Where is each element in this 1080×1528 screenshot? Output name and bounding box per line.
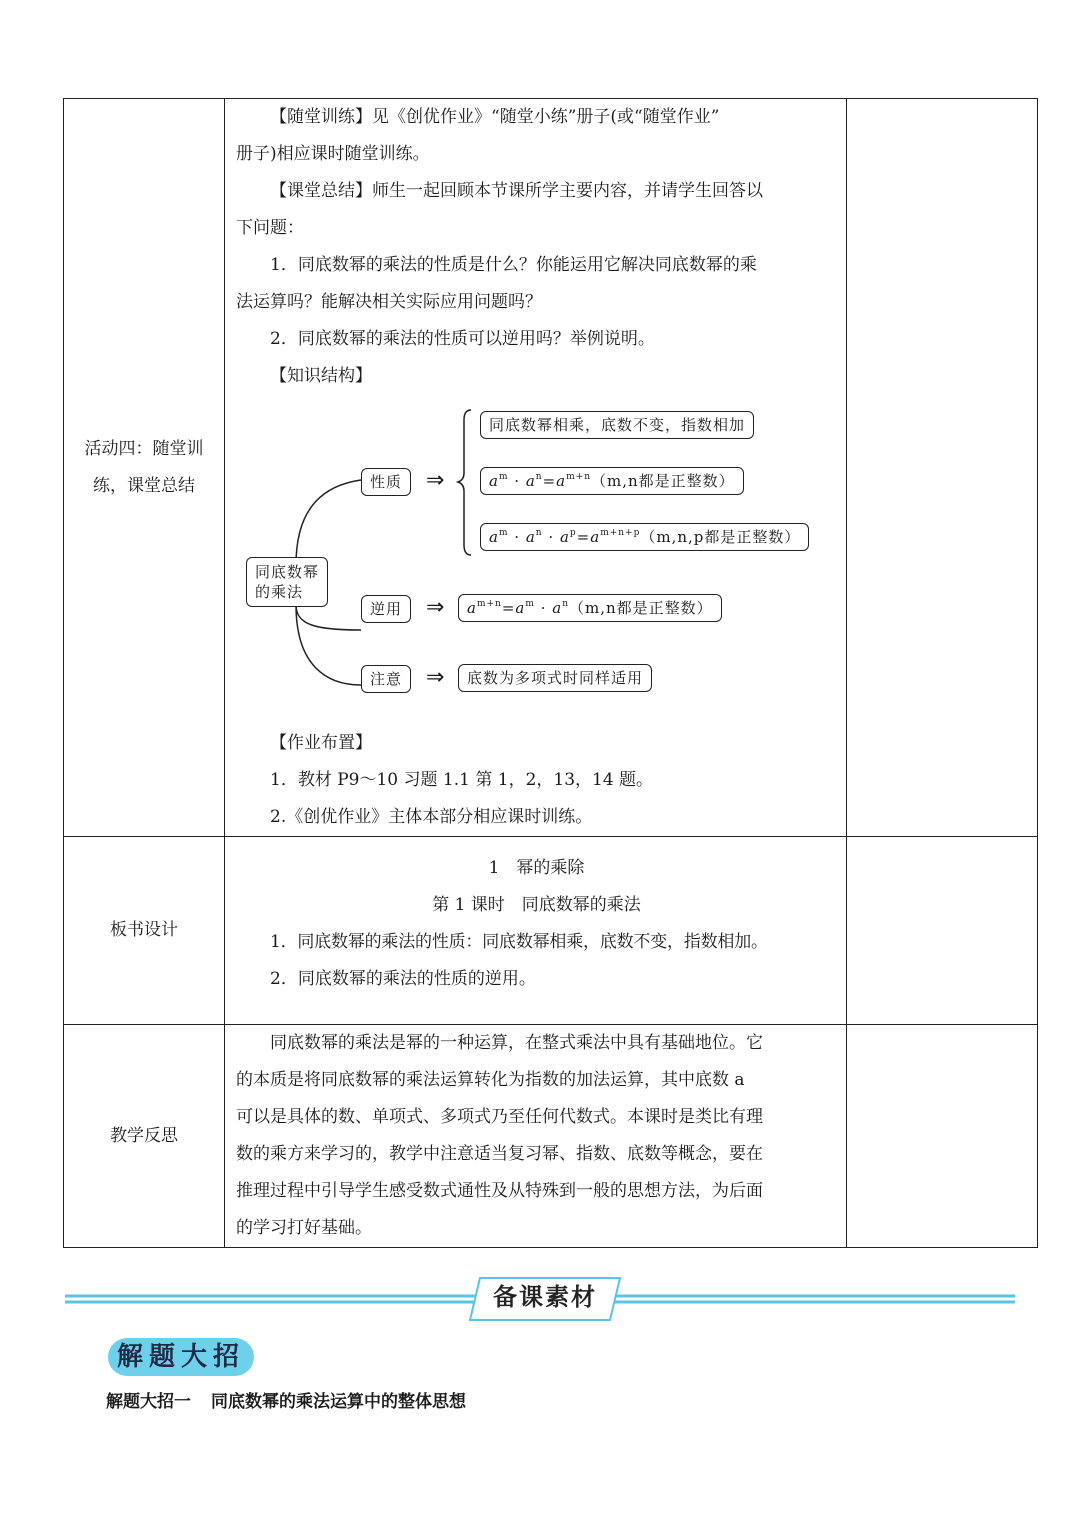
content-line: 下问题：	[236, 218, 304, 238]
double-arrow-icon: ⇒	[426, 595, 445, 620]
reflection-line: 同底数幂的乘法是幂的一种运算，在整式乘法中具有基础地位。它	[270, 1033, 763, 1053]
root-line1: 同底数幂	[255, 563, 320, 581]
niyong-formula: $a^{m+n}=a^m \cdot a^n(m,n$都是正整数）	[458, 594, 722, 622]
lesson-table	[63, 98, 1038, 1248]
rule-formula-mnp: $a^m \cdot a^n \cdot a^p=a^{m+n+p}(m,n,p$都是正整数）	[480, 523, 809, 551]
branch-niyong: 逆用	[361, 595, 411, 623]
row-label-reflection: 教学反思	[64, 1025, 225, 1248]
board-line: 1．同底数幂的乘法的性质：同底数幂相乘，底数不变，指数相加。	[270, 932, 768, 952]
content-line: 【随堂训练】见《创优作业》“随堂小练”册子(或“随堂作业”	[270, 107, 720, 127]
double-arrow-icon: ⇒	[426, 665, 445, 690]
branch-xingzhi: 性质	[361, 468, 411, 496]
content-line: 【课堂总结】师生一起回顾本节课所学主要内容，并请学生回答以	[270, 181, 763, 201]
knowledge-structure-diagram	[236, 395, 816, 725]
content-line: 【作业布置】	[270, 733, 372, 753]
content-line: 1．教材 P9～10 习题 1.1 第 1，2，13，14 题。	[270, 770, 654, 790]
row-label-activity4	[64, 99, 225, 837]
content-line: 册子)相应课时随堂训练。	[236, 144, 430, 164]
reflection-line: 推理过程中引导学生感受数式通性及从特殊到一般的思想方法，为后面	[236, 1181, 763, 1201]
content-line: 2．同底数幂的乘法的性质可以逆用吗？举例说明。	[270, 329, 655, 349]
subhead-title: 同底数幂的乘法运算中的整体思想	[211, 1392, 466, 1412]
activity-content	[225, 99, 847, 837]
board-subtitle: 第 1 课时 同底数幂的乘法	[432, 895, 641, 915]
board-line: 2．同底数幂的乘法的性质的逆用。	[270, 969, 536, 989]
root-node	[246, 557, 328, 607]
subhead-number: 解题大招一	[106, 1392, 191, 1412]
subhead	[106, 1388, 486, 1416]
activity-label: 活动四：随堂训练，课堂总结	[84, 438, 204, 496]
root-line2: 的乘法	[255, 583, 304, 601]
reflection-content	[225, 1025, 847, 1248]
double-arrow-icon: ⇒	[426, 468, 445, 493]
row-label-board: 板书设计	[64, 837, 225, 1025]
notes-cell	[847, 837, 1038, 1025]
tips-tag: 解题大招	[108, 1338, 254, 1376]
reflection-line: 的学习打好基础。	[236, 1218, 372, 1238]
notes-cell	[847, 1025, 1038, 1248]
rule-text: 同底数幂相乘，底数不变，指数相加	[480, 411, 754, 439]
branch-zhuyi: 注意	[361, 665, 411, 693]
board-content	[225, 837, 847, 1025]
content-line: 法运算吗？能解决相关实际应用问题吗？	[236, 292, 542, 312]
reflection-line: 数的乘方来学习的，教学中注意适当复习幂、指数、底数等概念，要在	[236, 1144, 763, 1164]
content-line: 1．同底数幂的乘法的性质是什么？你能运用它解决同底数幂的乘	[270, 255, 757, 275]
rule-formula-mn: $a^m \cdot a^n=a^{m+n}(m,n$都是正整数）	[480, 467, 744, 495]
reflection-line: 的本质是将同底数幂的乘法运算转化为指数的加法运算，其中底数 a	[236, 1070, 745, 1090]
section-banner-label: 备课素材	[493, 1283, 597, 1311]
reflection-line: 可以是具体的数、单项式、多项式乃至任何代数式。本课时是类比有理	[236, 1107, 763, 1127]
content-line: 2.《创优作业》主体本部分相应课时训练。	[270, 807, 593, 827]
board-title: 1 幂的乘除	[488, 858, 585, 878]
notes-cell	[847, 99, 1038, 837]
zhuyi-text: 底数为多项式时同样适用	[458, 664, 652, 692]
content-line: 【知识结构】	[270, 366, 372, 386]
